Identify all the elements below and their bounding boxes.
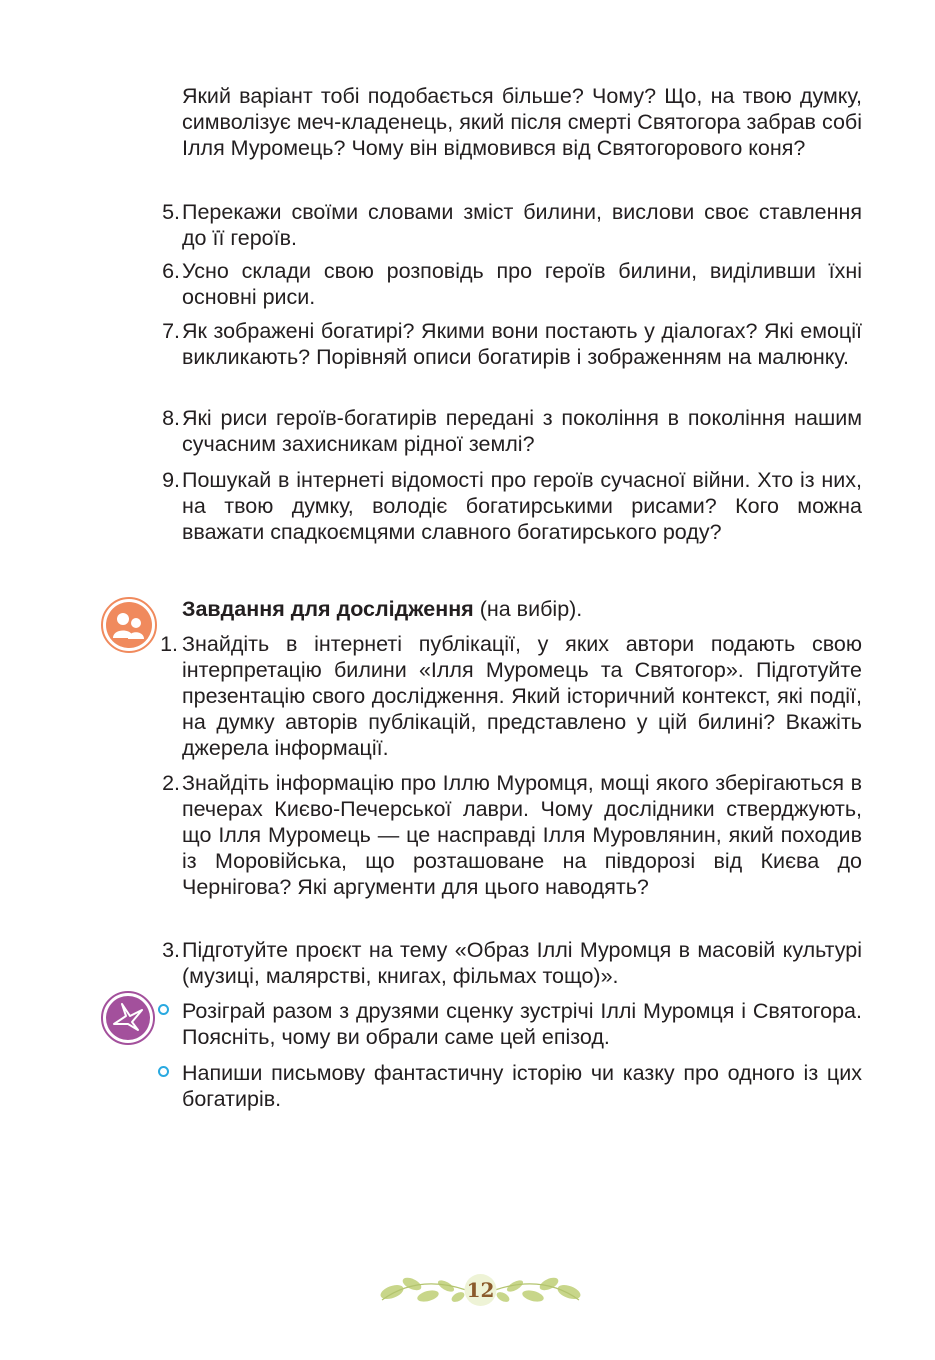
intro-text: Який варіант тобі подобається більше? Чому? Що, на твою думку, символізує меч-кладенець, який після смерті Святогора забрав собі Ілля Муромець? Чому він відмовився від Святогорового коня?	[182, 84, 862, 160]
research-item	[160, 631, 862, 761]
research-title-note: (на вибір).	[473, 597, 583, 621]
question-number: 9.	[162, 468, 180, 492]
creative-text: Розіграй разом з друзями сценку зустрічі Іллі Муромця і Святогора. Поясніть, чому ви обрали саме цей епізод.	[182, 999, 862, 1049]
research-heading	[182, 596, 862, 622]
question-text: Як зображені богатирі? Якими вони постають у діалогах? Які емоції викликають? Порівняй описи богатирів і зображенням на малюнку.	[182, 319, 862, 369]
question-number: 5.	[162, 200, 180, 224]
research-number: 3.	[162, 938, 180, 962]
research-text: Знайдіть в інтернеті публікації, у яких автори подають свою інтерпретацію билини «Ілля Муромець та Святогор». Підготуйте презентацію свого дослідження. Який історичний контекст, які події, на думку авторів публікацій, представлено у цій билині? Вкажіть джерела інформації.	[182, 632, 862, 760]
research-number: 2.	[162, 771, 180, 795]
bullet-circle-icon	[158, 1004, 169, 1015]
question-text: Пошукай в інтернеті відомості про героїв сучасної війни. Хто із них, на твою думку, володіє богатирськими рисами? Кого можна вважати спадкоємцями славного богатирського роду?	[182, 468, 862, 544]
question-number: 8.	[162, 406, 180, 430]
question-number: 7.	[162, 319, 180, 343]
question-number: 6.	[162, 259, 180, 283]
question-text: Які риси героїв-богатирів передані з покоління в покоління нашим сучасним захисникам рідної землі?	[182, 406, 862, 456]
question-text: Перекажи своїми словами зміст билини, вислови своє ставлення до її героїв.	[182, 200, 862, 250]
question-item	[162, 405, 862, 457]
creative-text: Напиши письмову фантастичну історію чи казку про одного із цих богатирів.	[182, 1061, 862, 1111]
page-number: 12	[466, 1278, 495, 1302]
origami-crane-icon	[100, 990, 156, 1046]
question-item	[162, 467, 862, 545]
bullet-circle-icon	[158, 1066, 169, 1077]
research-item	[162, 770, 862, 900]
research-text: Знайдіть інформацію про Іллю Муромця, мощі якого зберігаються в печерах Києво-Печерської лаври. Чому дослідники стверджують, що Ілля Муромець — це насправді Ілля Муровлянин, який походив із Моровійська, що розташоване на півдорозі від Києва до Чернігова? Які аргументи для цього наводять?	[182, 771, 862, 899]
creative-item	[182, 998, 862, 1050]
research-number: 1.	[160, 632, 178, 656]
intro-paragraph	[182, 83, 862, 161]
question-item	[162, 258, 862, 310]
question-text: Усно склади свою розповідь про героїв билини, виділивши їхні основні риси.	[182, 259, 862, 309]
research-text: Підготуйте проєкт на тему «Образ Іллі Муромця в масовій культурі (музиці, малярстві, книгах, фільмах тощо)».	[182, 938, 862, 988]
creative-item	[182, 1060, 862, 1112]
question-item	[162, 199, 862, 251]
page-footer	[378, 1270, 583, 1310]
research-item	[162, 937, 862, 989]
research-title: Завдання для дослідження	[182, 597, 474, 621]
question-item	[162, 318, 862, 370]
